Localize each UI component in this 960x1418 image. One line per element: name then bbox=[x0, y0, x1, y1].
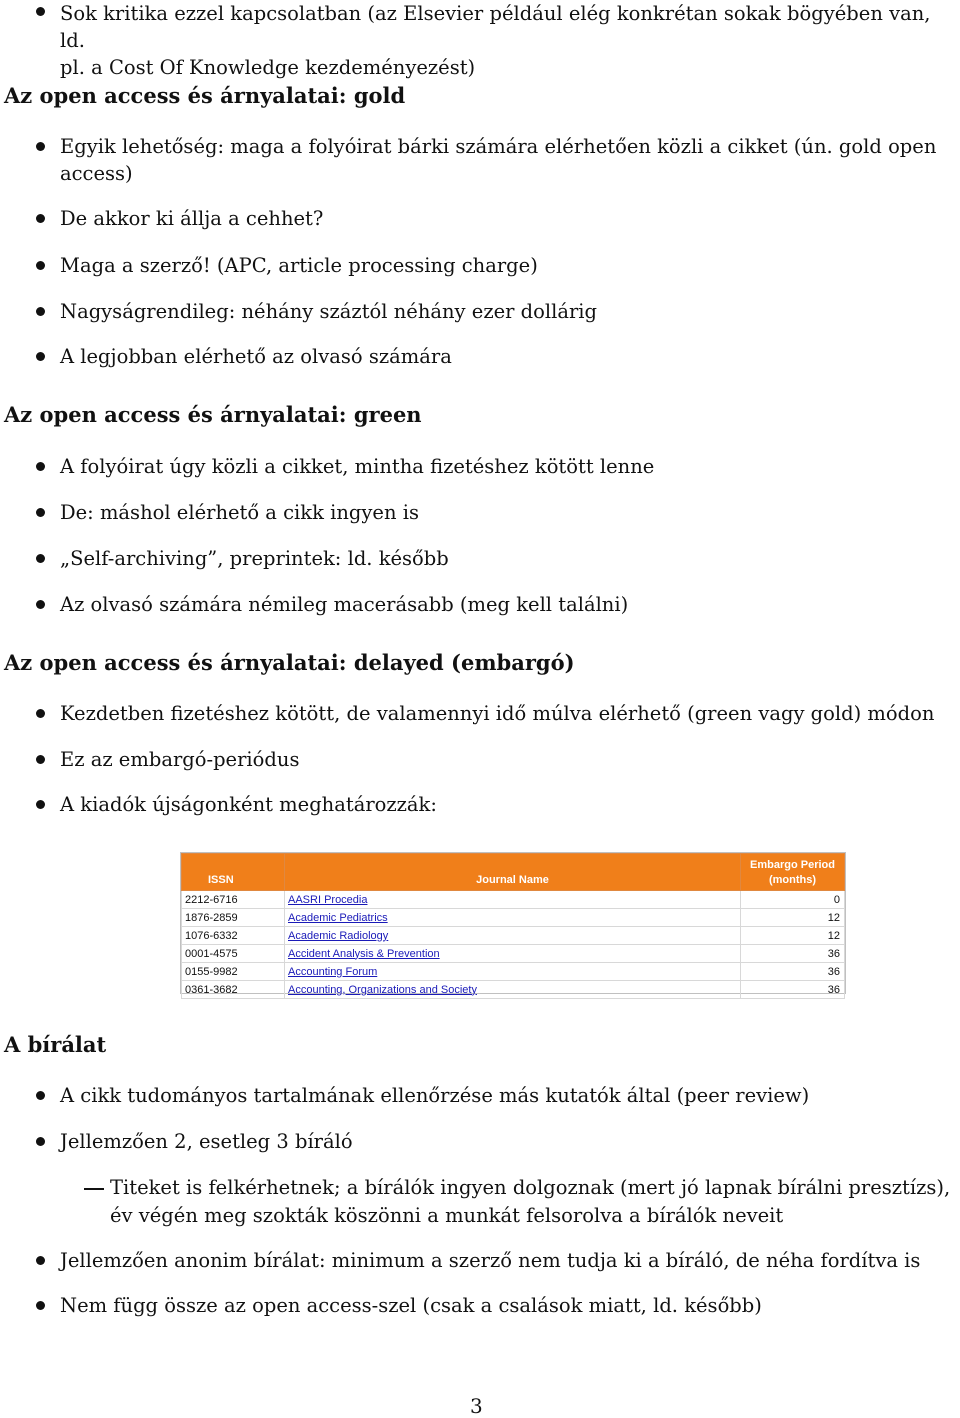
column-header-embargo-period bbox=[741, 854, 845, 891]
list-item bbox=[60, 133, 960, 187]
bullet bbox=[36, 800, 45, 809]
list-item-line: access) bbox=[60, 162, 133, 185]
bullet bbox=[36, 709, 45, 718]
bullet bbox=[36, 261, 45, 270]
journal-link[interactable]: Academic Pediatrics bbox=[285, 909, 741, 927]
list-item-line: Sok kritika ezzel kapcsolatban (az Elsevier például elég konkrétan sokak bögyében van, ld. bbox=[60, 2, 931, 52]
page-number: 3 bbox=[470, 1394, 483, 1418]
section-heading-green: Az open access és árnyalatai: green bbox=[4, 402, 422, 427]
table-row bbox=[182, 945, 845, 963]
list-item: Jellemzően 2, esetleg 3 bíráló bbox=[60, 1130, 353, 1153]
bullet bbox=[36, 600, 45, 609]
embargo-months-cell: 36 bbox=[741, 981, 845, 999]
bullet bbox=[36, 1091, 45, 1100]
embargo-months-cell: 12 bbox=[741, 909, 845, 927]
list-item: „Self-archiving”, preprintek: ld. később bbox=[60, 547, 449, 570]
section-heading-gold: Az open access és árnyalatai: gold bbox=[4, 83, 406, 108]
journal-link[interactable]: Accounting, Organizations and Society bbox=[285, 981, 741, 999]
table-row bbox=[182, 891, 845, 909]
sub-list-item-line: Titeket is felkérhetnek; a bírálók ingyen dolgoznak (mert jó lapnak bírálni presztízs), bbox=[110, 1176, 951, 1199]
issn-cell: 2212-6716 bbox=[182, 891, 285, 909]
bullet bbox=[36, 508, 45, 517]
section-heading-review: A bírálat bbox=[4, 1032, 107, 1057]
list-item: Nem függ össze az open access-szel (csak a csalások miatt, ld. később) bbox=[60, 1294, 762, 1317]
table-row bbox=[182, 963, 845, 981]
list-item: Jellemzően anonim bírálat: minimum a szerző nem tudja ki a bíráló, de néha fordítva is bbox=[60, 1249, 921, 1272]
issn-cell: 0361-3682 bbox=[182, 981, 285, 999]
journal-link[interactable]: Academic Radiology bbox=[285, 927, 741, 945]
list-item: A kiadók újságonként meghatározzák: bbox=[60, 793, 437, 816]
table-row bbox=[182, 927, 845, 945]
embargo-months-cell: 36 bbox=[741, 945, 845, 963]
bullet bbox=[36, 1256, 45, 1265]
column-header-journal-name: Journal Name bbox=[285, 854, 741, 891]
journal-link[interactable]: Accident Analysis & Prevention bbox=[285, 945, 741, 963]
issn-cell: 1876-2859 bbox=[182, 909, 285, 927]
journal-link[interactable]: Accounting Forum bbox=[285, 963, 741, 981]
bullet bbox=[36, 1301, 45, 1310]
bullet bbox=[36, 755, 45, 764]
bullet bbox=[36, 142, 45, 151]
list-item: A cikk tudományos tartalmának ellenőrzése más kutatók által (peer review) bbox=[60, 1084, 810, 1107]
list-item: Kezdetben fizetéshez kötött, de valamennyi idő múlva elérhető (green vagy gold) módon bbox=[60, 702, 935, 725]
list-item: De akkor ki állja a cehhet? bbox=[60, 207, 324, 230]
sub-list-item bbox=[110, 1174, 960, 1230]
bullet bbox=[36, 307, 45, 316]
bullet bbox=[36, 352, 45, 361]
bullet bbox=[36, 1137, 45, 1146]
list-item-line: Egyik lehetőség: maga a folyóirat bárki számára elérhetően közli a cikket (ún. gold open bbox=[60, 135, 937, 158]
list-item: Nagyságrendileg: néhány száztól néhány ezer dollárig bbox=[60, 300, 598, 323]
list-item-line: pl. a Cost Of Knowledge kezdeményezést) bbox=[60, 56, 476, 79]
journal-link[interactable]: AASRI Procedia bbox=[285, 891, 741, 909]
bullet bbox=[36, 214, 45, 223]
issn-cell: 1076-6332 bbox=[182, 927, 285, 945]
embargo-months-cell: 0 bbox=[741, 891, 845, 909]
column-header-line: (months) bbox=[768, 874, 817, 886]
embargo-months-cell: 12 bbox=[741, 927, 845, 945]
table-row bbox=[182, 909, 845, 927]
column-header-line: Embargo Period bbox=[750, 859, 835, 871]
table-row bbox=[182, 981, 845, 999]
embargo-months-cell: 36 bbox=[741, 963, 845, 981]
column-header-issn: ISSN bbox=[182, 854, 285, 891]
list-item: Ez az embargó-periódus bbox=[60, 748, 300, 771]
list-item: A legjobban elérhető az olvasó számára bbox=[60, 345, 452, 368]
list-item: A folyóirat úgy közli a cikket, mintha fizetéshez kötött lenne bbox=[60, 455, 655, 478]
bullet bbox=[36, 554, 45, 563]
bullet bbox=[36, 7, 45, 16]
sub-item-dash bbox=[84, 1188, 104, 1190]
list-item: De: máshol elérhető a cikk ingyen is bbox=[60, 501, 419, 524]
bullet bbox=[36, 462, 45, 471]
section-heading-delayed: Az open access és árnyalatai: delayed (embargó) bbox=[4, 650, 575, 675]
issn-cell: 0001-4575 bbox=[182, 945, 285, 963]
sub-list-item-line: év végén meg szokták köszönni a munkát felsorolva a bírálók neveit bbox=[110, 1204, 784, 1227]
issn-cell: 0155-9982 bbox=[182, 963, 285, 981]
embargo-table-image bbox=[180, 852, 846, 994]
list-item: Az olvasó számára némileg macerásabb (meg kell találni) bbox=[60, 593, 629, 616]
list-item: Maga a szerző! (APC, article processing charge) bbox=[60, 254, 538, 277]
list-item bbox=[60, 0, 960, 81]
